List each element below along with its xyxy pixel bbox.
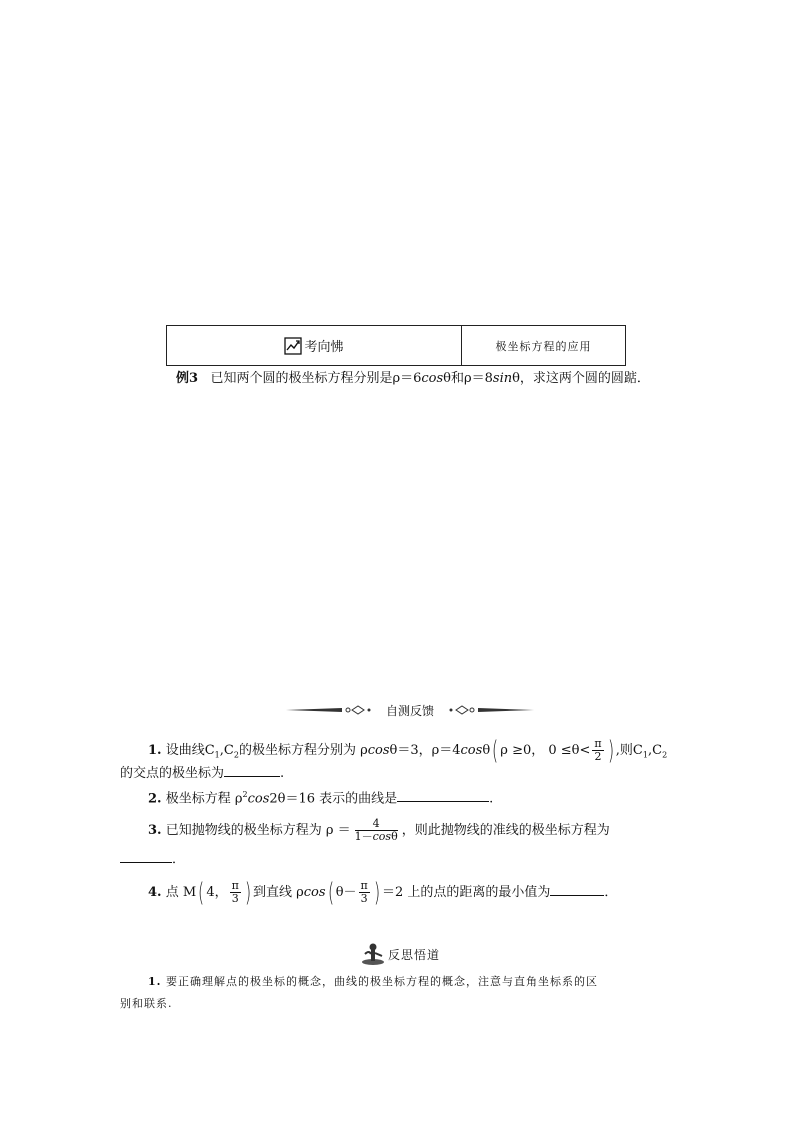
item-text: ． xyxy=(172,852,186,867)
fraction xyxy=(230,880,241,905)
self-test-item-1 xyxy=(148,735,668,766)
item-text: 4， xyxy=(206,885,228,900)
answer-blank[interactable] xyxy=(224,764,280,777)
item-text: . xyxy=(489,791,494,807)
denominator xyxy=(353,831,400,843)
answer-blank[interactable] xyxy=(397,789,489,802)
left-ornament-icon xyxy=(284,704,374,716)
item-text: ＝2 上的点的距离的最小值为 xyxy=(381,885,551,900)
reflect-note-line-2 xyxy=(120,994,173,1014)
self-test-item-3-cont xyxy=(120,850,185,869)
cos-text: cos xyxy=(421,371,444,386)
numerator: 4 xyxy=(355,818,398,831)
example-label: 例3 xyxy=(176,371,199,386)
reflect-title: 反思悟道 xyxy=(388,947,441,962)
item-text: 的交点的极坐标为 xyxy=(120,766,225,781)
note-number: 1. xyxy=(148,975,162,988)
numerator: π xyxy=(594,737,602,750)
item-number: 2. xyxy=(148,791,162,807)
item-number: 1. xyxy=(148,743,162,758)
item-text: 极坐标方程 ρ xyxy=(165,791,243,807)
cos-text: cos xyxy=(303,885,326,900)
denominator-text: 1－ xyxy=(354,830,373,843)
left-paren: ( xyxy=(198,877,205,908)
fraction xyxy=(359,880,370,905)
sin-text: sin xyxy=(492,371,513,386)
numerator: π xyxy=(231,879,239,892)
self-test-item-2 xyxy=(148,786,493,808)
self-test-header xyxy=(280,700,540,720)
self-test-item-4 xyxy=(148,877,618,908)
example-text-b: θ和ρ＝8 xyxy=(443,371,493,386)
right-paren: ) xyxy=(373,877,380,908)
fraction xyxy=(353,818,400,843)
item-text: θ xyxy=(482,743,491,758)
subscript: 2 xyxy=(662,750,668,760)
note-text: 别和联系. xyxy=(120,997,173,1010)
item-text: ，则此抛物线的准线的极坐标方程为 xyxy=(401,823,610,838)
cos-text: cos xyxy=(367,743,390,758)
example-text-a: 已知两个圆的极坐标方程分别是ρ＝6 xyxy=(210,371,422,386)
fraction xyxy=(592,738,603,763)
item-text: θ＝3，ρ＝4 xyxy=(389,743,461,758)
item-number: 4. xyxy=(148,885,162,900)
denominator-text: θ xyxy=(391,830,398,843)
item-text: 2θ＝16 表示的曲线是 xyxy=(269,791,398,807)
denominator: 3 xyxy=(360,892,368,905)
topic-right-label: 极坐标方程的应用 xyxy=(495,339,592,353)
subscript: 2 xyxy=(233,750,239,760)
item-text: ρ ≥0， 0 ≤θ< xyxy=(500,743,591,758)
numerator: π xyxy=(360,879,368,892)
item-text: ,C xyxy=(647,743,663,758)
item-text: ,C xyxy=(219,743,234,758)
left-paren: ( xyxy=(492,735,499,766)
item-text: 到直线 ρ xyxy=(253,885,304,900)
cos-text: cos xyxy=(372,830,392,843)
cos-text: cos xyxy=(460,743,483,758)
self-test-item-3 xyxy=(148,818,610,843)
item-text: ． xyxy=(604,885,618,900)
left-paren: ( xyxy=(327,877,334,908)
example-text-c: θ，求这两个圆的圆踮． xyxy=(512,371,650,386)
reflect-note-line-1 xyxy=(148,972,598,992)
right-paren: ) xyxy=(607,735,614,766)
answer-blank[interactable] xyxy=(550,883,604,896)
topic-left-cell xyxy=(167,326,462,365)
subscript: 1 xyxy=(214,750,220,760)
topic-left-label: 考向怫 xyxy=(304,340,344,355)
self-test-title: 自测反馈 xyxy=(385,703,434,718)
cos-text: cos xyxy=(247,791,270,807)
item-text: ,则C xyxy=(615,743,643,758)
thinker-icon xyxy=(360,942,386,966)
right-paren: ) xyxy=(244,877,251,908)
self-test-item-1-cont xyxy=(120,764,284,783)
topic-right-cell xyxy=(462,326,625,365)
item-text: 设曲线C xyxy=(165,743,215,758)
answer-blank[interactable] xyxy=(120,850,172,863)
item-text: 已知抛物线的极坐标方程为 ρ ＝ xyxy=(165,823,351,838)
trend-chart-icon xyxy=(284,337,302,355)
item-text: 的极坐标方程分别为 ρ xyxy=(238,743,368,758)
topic-header-table xyxy=(166,325,626,366)
item-text: . xyxy=(280,766,285,781)
example-3 xyxy=(176,370,650,388)
item-number: 3. xyxy=(148,823,162,838)
subscript: 1 xyxy=(642,750,648,760)
superscript: 2 xyxy=(242,790,248,799)
right-ornament-icon xyxy=(446,704,536,716)
item-text: θ－ xyxy=(335,885,357,900)
item-text: 点 M xyxy=(165,885,197,900)
reflect-header xyxy=(360,942,440,966)
denominator: 3 xyxy=(231,892,239,905)
denominator: 2 xyxy=(594,750,602,763)
note-text: 要正确理解点的极坐标的概念，曲线的极坐标方程的概念，注意与直角坐标系的区 xyxy=(165,975,598,988)
